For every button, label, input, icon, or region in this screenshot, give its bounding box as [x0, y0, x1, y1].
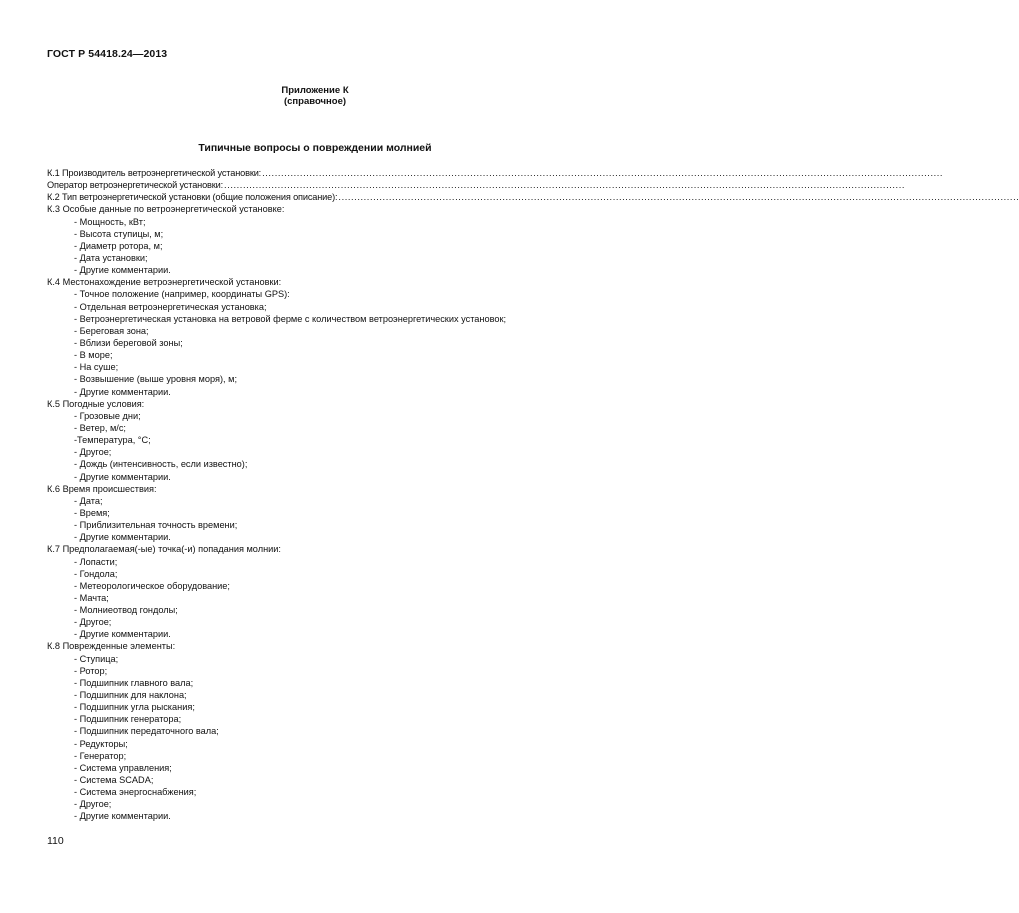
list-item: - Дата; — [74, 495, 103, 506]
field-label: Оператор ветроэнергетической установки: — [47, 180, 224, 191]
fill-in-leader: ........................................................................................................................................................................................................................ — [338, 192, 1019, 203]
list-item: - Система SCADA; — [74, 775, 154, 786]
field-manufacturer — [47, 167, 944, 179]
list-item: - Возвышение (выше уровня моря), м; — [74, 374, 238, 385]
section-heading: К.7 Предполагаемая(-ые) точка(-и) попадания молнии: — [47, 544, 281, 555]
list-item: - Другие комментарии. — [74, 386, 171, 397]
section-heading: К.4 Местонахождение ветроэнергетической установки: — [47, 277, 282, 288]
list-item: - На суше; — [74, 362, 119, 373]
list-item: - Ступица; — [74, 653, 119, 664]
list-item: - Подшипник угла рыскания; — [74, 702, 195, 713]
field-label: К.2 Тип ветроэнергетической установки (общие положения описание): — [47, 192, 338, 203]
field-type — [47, 191, 1019, 203]
list-item: - Грозовые дни; — [74, 410, 141, 421]
list-item: - Мощность, кВт; — [74, 216, 146, 227]
document-title: Типичные вопросы о повреждении молнией — [198, 142, 432, 154]
list-item: - Отдельная ветроэнергетическая установка; — [74, 301, 267, 312]
list-item: - Мачта; — [74, 592, 109, 603]
list-item: - Другое; — [74, 617, 112, 628]
list-item: - Редукторы; — [74, 738, 128, 749]
list-item: - Приблизительная точность времени; — [74, 520, 238, 531]
list-item: - Ротор; — [74, 665, 108, 676]
list-item: - Другие комментарии. — [74, 265, 171, 276]
list-item: - Высота ступицы, м; — [74, 228, 164, 239]
field-operator — [47, 179, 906, 191]
list-item: - Диаметр ротора, м; — [74, 240, 163, 251]
list-item: - Дождь (интенсивность, если известно); — [74, 459, 248, 470]
questionnaire-body — [47, 167, 1019, 823]
list-item: - В море; — [74, 350, 113, 361]
section-heading: К.3 Особые данные по ветроэнергетической установке: — [47, 204, 285, 215]
list-item: - Береговая зона; — [74, 325, 149, 336]
list-item: - Система энергоснабжения; — [74, 787, 197, 798]
list-item: - Другое; — [74, 447, 112, 458]
list-item: - Ветроэнергетическая установка на ветровой ферме с количеством ветроэнергетических установок; — [74, 313, 507, 324]
list-item: - Другие комментарии. — [74, 629, 171, 640]
field-label: К.1 Производитель ветроэнергетической установки: — [47, 168, 262, 178]
list-item: - Дата установки; — [74, 252, 148, 263]
list-item: - Другие комментарии. — [74, 471, 171, 482]
section-heading: К.5 Погодные условия: — [47, 398, 145, 409]
list-item: - Лопасти; — [74, 556, 118, 567]
list-item: - Подшипник главного вала; — [74, 677, 194, 688]
appendix-title: Приложение К — [281, 85, 349, 96]
list-item: - Гондола; — [74, 568, 118, 579]
list-item: - Подшипник передаточного вала; — [74, 726, 219, 737]
list-item: -Температура, °С; — [74, 435, 151, 446]
section-heading: К.6 Время происшествия: — [47, 483, 157, 494]
list-item: - Другое; — [74, 799, 112, 810]
appendix-subtitle: (справочное) — [283, 96, 347, 107]
list-item: - Другие комментарии. — [74, 532, 171, 543]
list-item: - Подшипник для наклона; — [74, 690, 187, 701]
fill-in-leader: ........................................................................................................................................................................................................................ — [224, 180, 906, 191]
standard-code-header: ГОСТ Р 54418.24—2013 — [47, 48, 168, 60]
list-item: - Молниеотвод гондолы; — [74, 605, 178, 616]
list-item: - Подшипник генератора; — [74, 714, 182, 725]
list-item: - Генератор; — [74, 750, 127, 761]
fill-in-leader: ........................................................................................................................................................................................................................ — [262, 168, 944, 178]
list-item: - Другие комментарии. — [74, 811, 171, 822]
page-number: 110 — [47, 835, 64, 847]
list-item: - Метеорологическое оборудование; — [74, 580, 230, 591]
list-item: - Время; — [74, 507, 110, 518]
list-item: - Система управления; — [74, 762, 172, 773]
list-item: - Точное положение (например, координаты GPS): — [74, 289, 290, 300]
section-heading: К.8 Поврежденные элементы: — [47, 641, 176, 652]
sections-container — [47, 203, 587, 822]
list-item: - Ветер, м/с; — [74, 422, 126, 433]
list-item: - Вблизи береговой зоны; — [74, 337, 183, 348]
